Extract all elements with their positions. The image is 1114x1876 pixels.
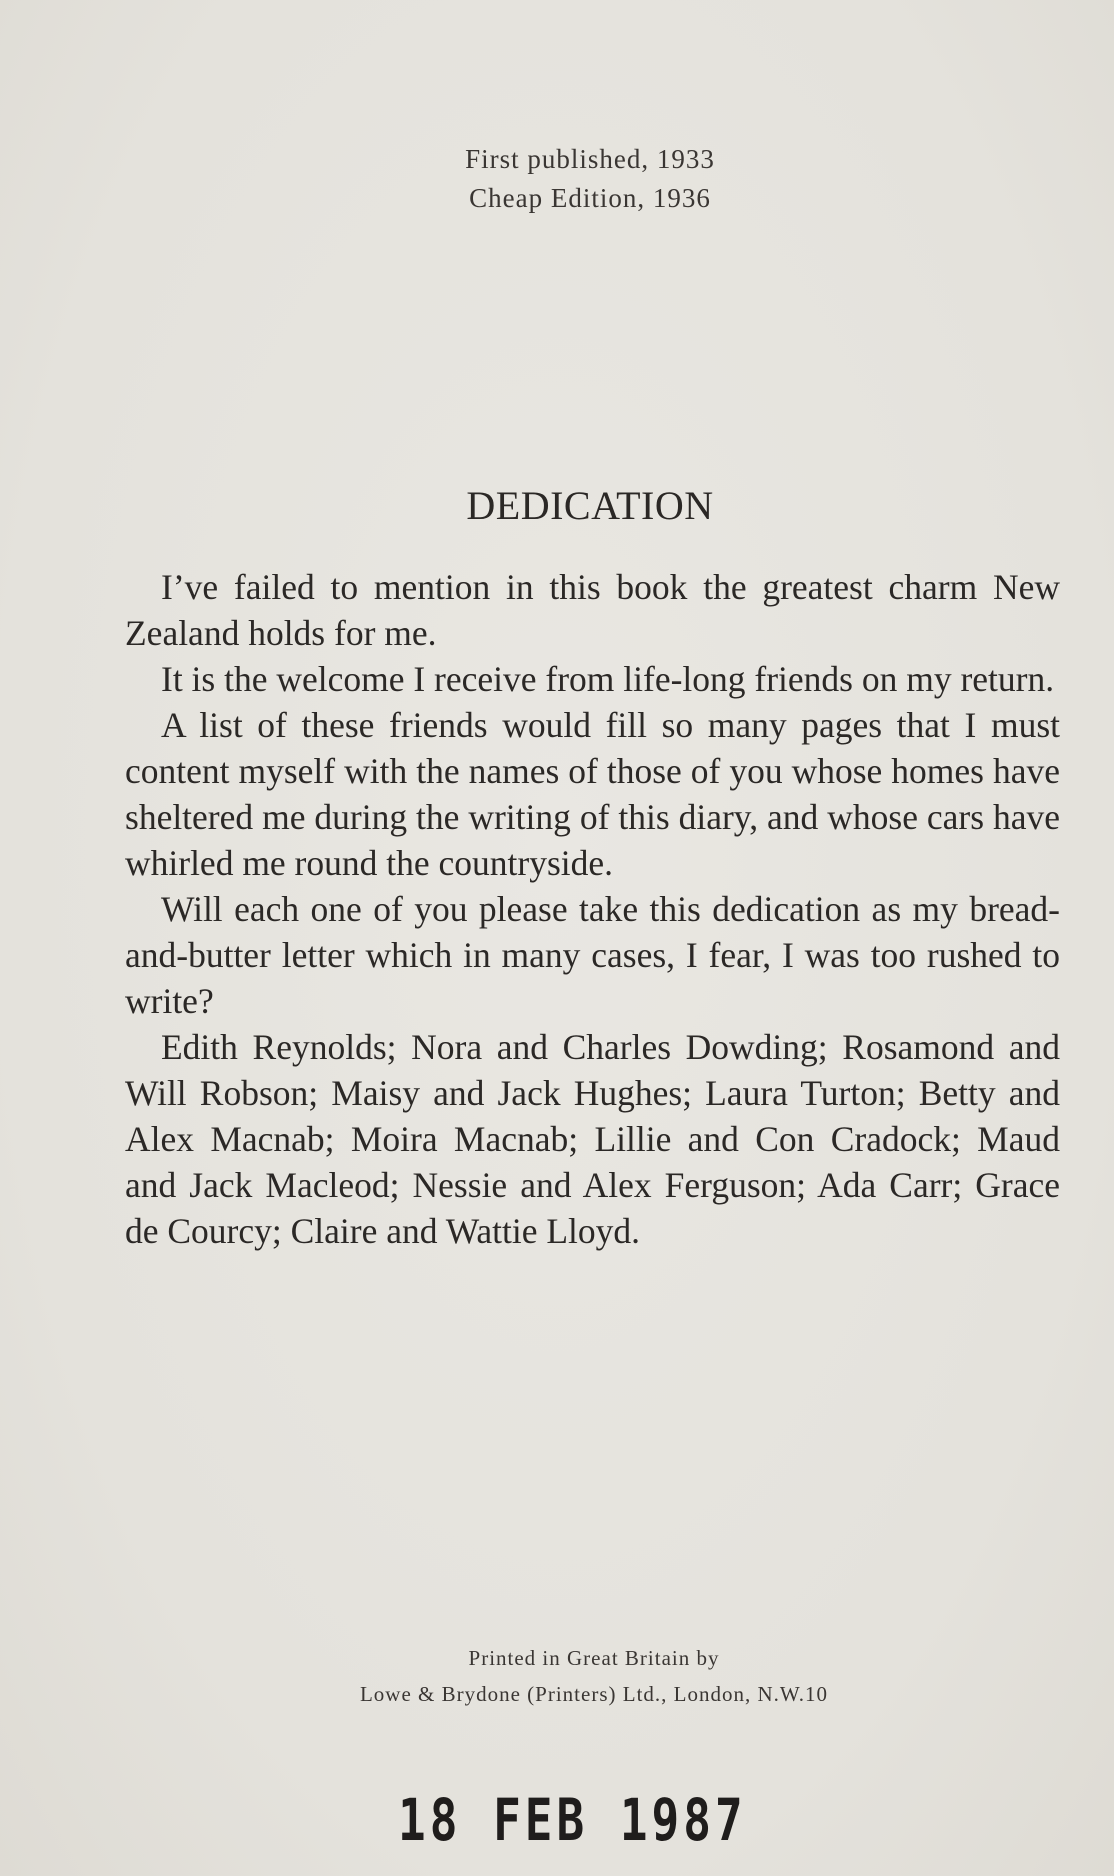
dedication-title: DEDICATION bbox=[466, 483, 714, 528]
first-published-line: First published, 1933 bbox=[465, 144, 715, 174]
dedication-paragraph: A list of these friends would fill so many pages that I must content myself with the names of those of you whose homes have sheltered me during the writing of this diary, and whose cars have whirled me round the countryside. bbox=[125, 705, 1060, 883]
cheap-edition-line: Cheap Edition, 1936 bbox=[469, 183, 711, 213]
dedication-paragraph: I’ve failed to mention in this book the greatest charm New Zealand holds for me. bbox=[125, 567, 1060, 653]
printer-line-1: Printed in Great Britain by bbox=[468, 1646, 720, 1670]
printer-imprint bbox=[0, 1640, 1114, 1712]
dedication-paragraph: It is the welcome I receive from life-long friends on my return. bbox=[161, 659, 1055, 699]
printer-line-2: Lowe & Brydone (Printers) Ltd., London, N.W.10 bbox=[359, 1682, 829, 1706]
dedication-paragraph: Edith Reynolds; Nora and Charles Dowding; Rosamond and Will Robson; Maisy and Jack Hughes; Laura Turton; Betty and Alex Macnab; Moira Macnab; Lillie and Con Cradock; Maud and Jack Macleod; Nessie and Alex Ferguson; Ada Carr; Grace de Courcy; Claire and Wattie Lloyd. bbox=[125, 1027, 1060, 1251]
date-stamp: 18 FEB 1987 bbox=[398, 1786, 747, 1854]
dedication-paragraph: Will each one of you please take this dedication as my bread-and-butter letter which in many cases, I fear, I was too rushed to write? bbox=[125, 889, 1060, 1021]
edition-notice bbox=[0, 140, 1114, 218]
dedication-body bbox=[125, 564, 1060, 1254]
